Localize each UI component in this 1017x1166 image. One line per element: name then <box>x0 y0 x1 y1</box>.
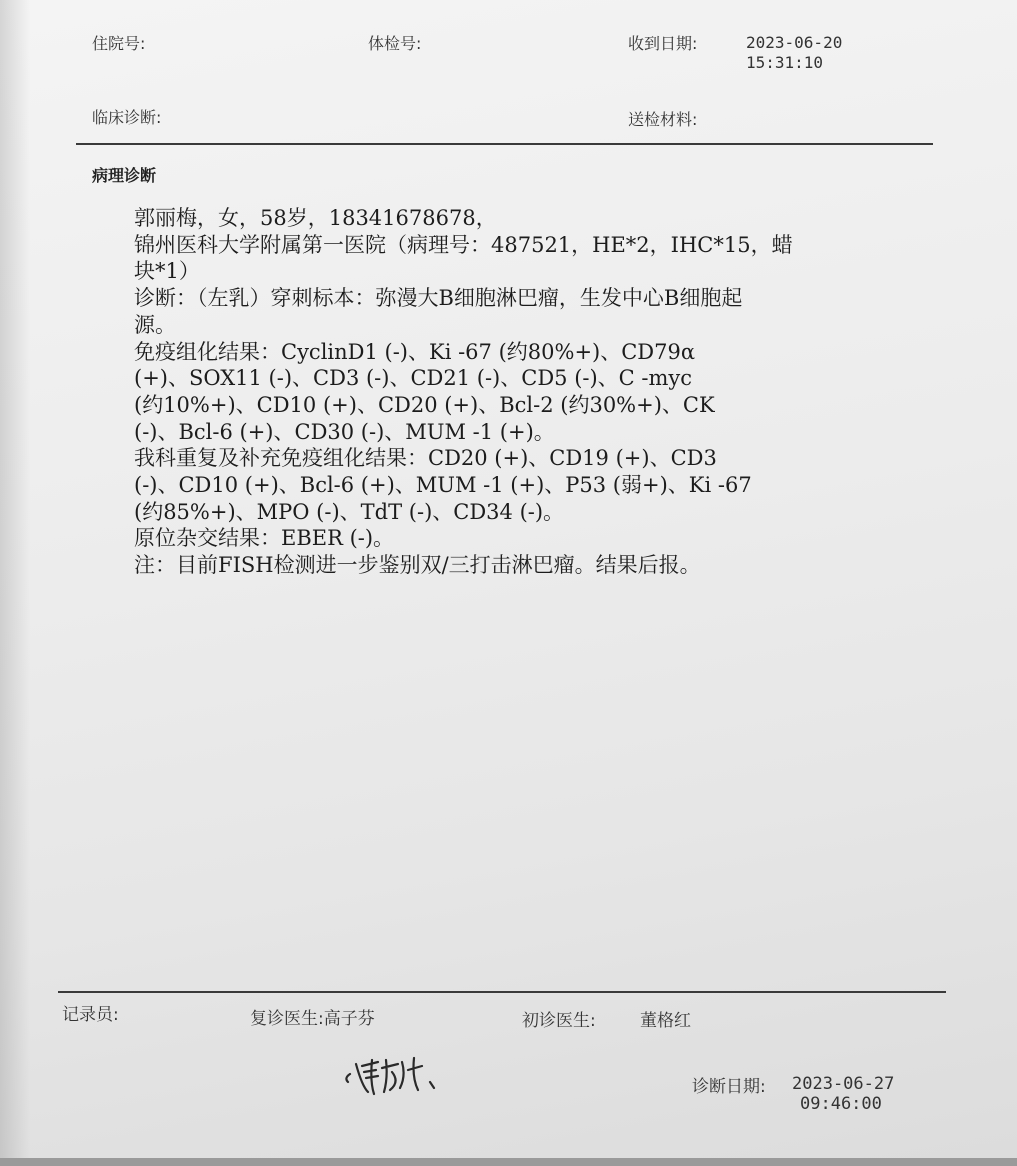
clinical-diagnosis-label: 临床诊断: <box>92 108 162 127</box>
diagnosis-body <box>134 205 924 579</box>
diagnosis-line: 诊断：（左乳）穿刺标本：弥漫大B细胞淋巴瘤，生发中心B细胞起 <box>134 286 743 311</box>
handwritten-signature <box>342 1042 442 1102</box>
diagnosis-line: 原位杂交结果：EBER (-)。 <box>134 526 395 551</box>
footer-divider <box>58 991 946 993</box>
diagnosis-line: (约85%+)、MPO (-)、TdT (-)、CD34 (-)。 <box>134 499 565 524</box>
diagnosis-date: 2023-06-27 <box>792 1074 895 1094</box>
diagnosis-line: 郭丽梅，女，58岁，18341678678， <box>134 206 497 230</box>
diagnosis-date-label: 诊断日期: <box>692 1077 766 1097</box>
diagnosis-line: 免疫组化结果：CyclinD1 (-)、Ki -67 (约80%+)、CD79α <box>134 339 696 364</box>
page-shadow <box>0 0 30 1166</box>
page-edge <box>0 1158 1017 1166</box>
diagnosis-line: 注：目前FISH检测进一步鉴别双/三打击淋巴瘤。结果后报。 <box>134 553 701 578</box>
diagnosis-line: (-)、CD10 (+)、Bcl-6 (+)、MUM -1 (+)、P53 (弱+)、Ki -67 <box>134 473 752 498</box>
initial-doctor-label: 初诊医生: <box>522 1011 596 1031</box>
diagnosis-time: 09:46:00 <box>800 1094 882 1114</box>
diagnosis-line: 块*1） <box>134 259 200 284</box>
initial-doctor-name: 董格红 <box>640 1011 691 1031</box>
header-divider <box>76 143 933 145</box>
diagnosis-line: (-)、Bcl-6 (+)、CD30 (-)、MUM -1 (+)。 <box>134 419 555 444</box>
received-date-value <box>746 33 842 73</box>
recorder-label: 记录员: <box>62 1005 119 1025</box>
received-date: 2023-06-20 <box>746 33 843 52</box>
diagnosis-line: 源。 <box>134 312 176 337</box>
exam-no-label: 体检号: <box>368 34 422 53</box>
diagnosis-line: (+)、SOX11 (-)、CD3 (-)、CD21 (-)、CD5 (-)、C -myc <box>134 366 693 391</box>
review-doctor: 复诊医生:高子芬 <box>250 1009 375 1029</box>
diagnosis-date-value <box>792 1074 894 1114</box>
diagnosis-line: 我科重复及补充免疫组化结果：CD20 (+)、CD19 (+)、CD3 <box>134 446 717 471</box>
received-date-label: 收到日期: <box>628 34 698 53</box>
section-title: 病理诊断 <box>92 166 157 185</box>
inpatient-no-label: 住院号: <box>92 34 146 53</box>
received-time: 15:31:10 <box>746 53 824 72</box>
specimen-label: 送检材料: <box>628 110 698 129</box>
diagnosis-line: (约10%+)、CD10 (+)、CD20 (+)、Bcl-2 (约30%+)、CK <box>134 392 715 417</box>
diagnosis-line: 锦州医科大学附属第一医院（病理号：487521，HE*2，IHC*15，蜡 <box>134 232 793 257</box>
